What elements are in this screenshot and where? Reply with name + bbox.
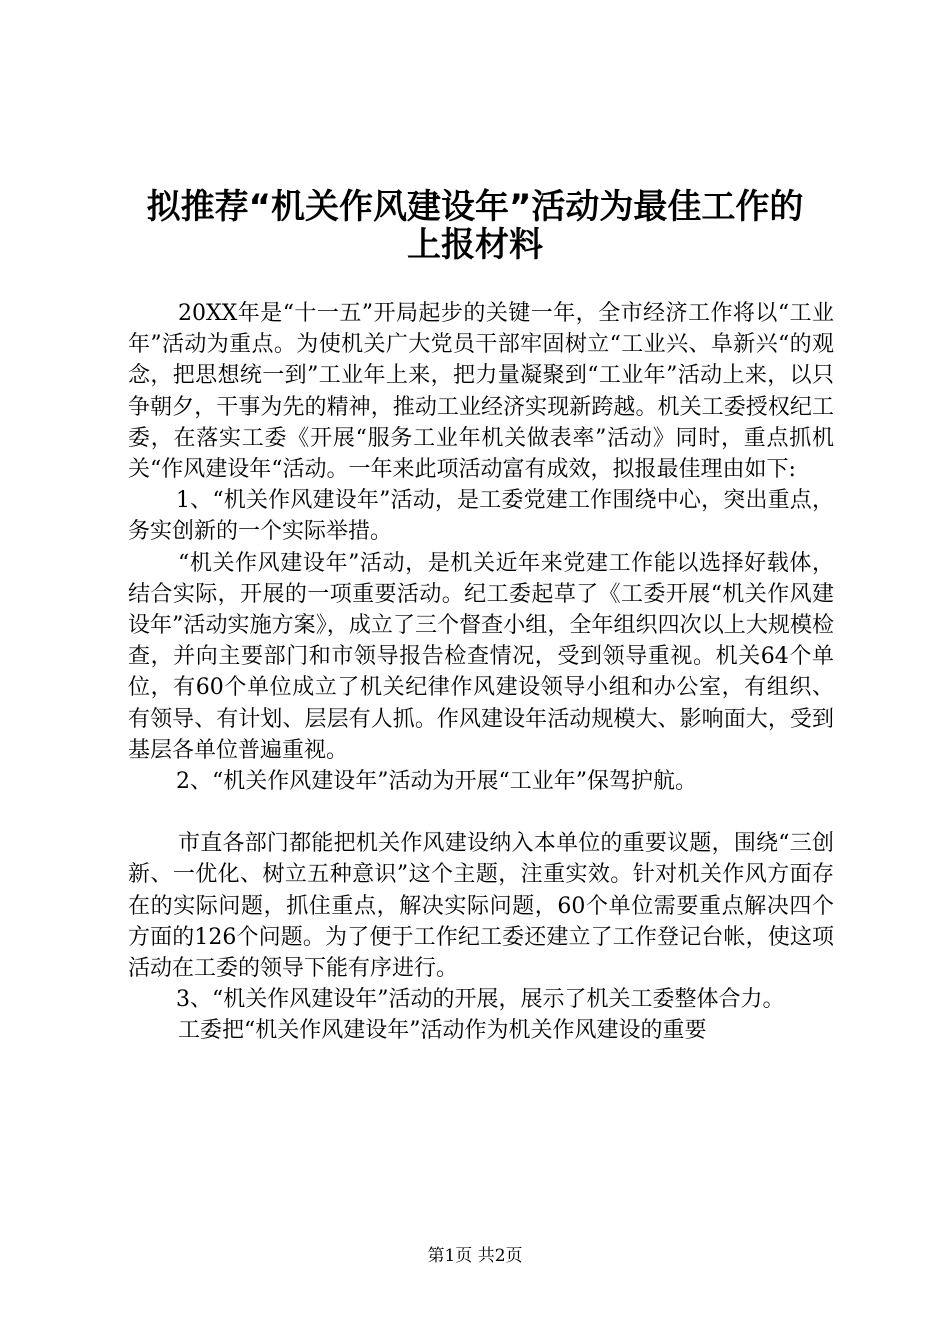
paragraph-point-2-body: 市直各部门都能把机关作风建设纳入本单位的重要议题，围绕“三创新、一优化、树立五种意识”这个主题，注重实效。针对机关作风方面存在的实际问题，抓住重点，解决实际问题，60个单位需要重点解决四个方面的126个问题。为了便于工作纪工委还建立了工作登记台帐，使这项活动在工委的领导下能有序进行。: [128, 831, 834, 982]
paragraph-point-3-body: 工委把“机关作风建设年”活动作为机关作风建设的重要: [178, 1018, 707, 1044]
page-number-footer: 第1页 共2页: [427, 1246, 523, 1266]
paragraph-point-3-heading: 3、“机关作风建设年”活动的开展，展示了机关工委整体合力。: [176, 987, 785, 1013]
paragraph-point-2-heading: 2、“机关作风建设年”活动为开展“工业年”保驾护航。: [176, 769, 697, 795]
blank-line: [128, 797, 834, 828]
paragraph-point-1-heading: 1、“机关作风建设年”活动，是工委党建工作围绕中心，突出重点，务实创新的一个实际举措。: [128, 488, 834, 545]
paragraph-point-1-body: “机关作风建设年”活动，是机关近年来党建工作能以选择好载体，结合实际，开展的一项重要活动。纪工委起草了《工委开展“机关作风建设年”活动实施方案》，成立了三个督查小组，全年组织四次以上大规模检查，并向主要部门和市领导报告检查情况，受到领导重视。机关64个单位，有60个单位成立了机关纪律作风建设领导小组和办公室，有组织、有领导、有计划、层层有人抓。作风建设年活动规模大、影响面大，受到基层各单位普遍重视。: [128, 550, 834, 763]
document-title-line-1: 拟推荐“机关作风建设年”活动为最佳工作的: [146, 187, 804, 227]
document-body: [128, 298, 834, 1047]
paragraph-intro: 20XX年是“十一五”开局起步的关键一年，全市经济工作将以“工业年”活动为重点。为使机关广大党员干部牢固树立“工业兴、阜新兴“的观念，把思想统一到”工业年上来，把力量凝聚到“工业年”活动上来，以只争朝夕，干事为先的精神，推动工业经济实现新跨越。机关工委授权纪工委，在落实工委《开展“服务工业年机关做表率”活动》同时，重点抓机关“作风建设年“活动。一年来此项活动富有成效，拟报最佳理由如下:: [128, 301, 834, 483]
document-title-line-2: 上报材料: [407, 225, 543, 265]
